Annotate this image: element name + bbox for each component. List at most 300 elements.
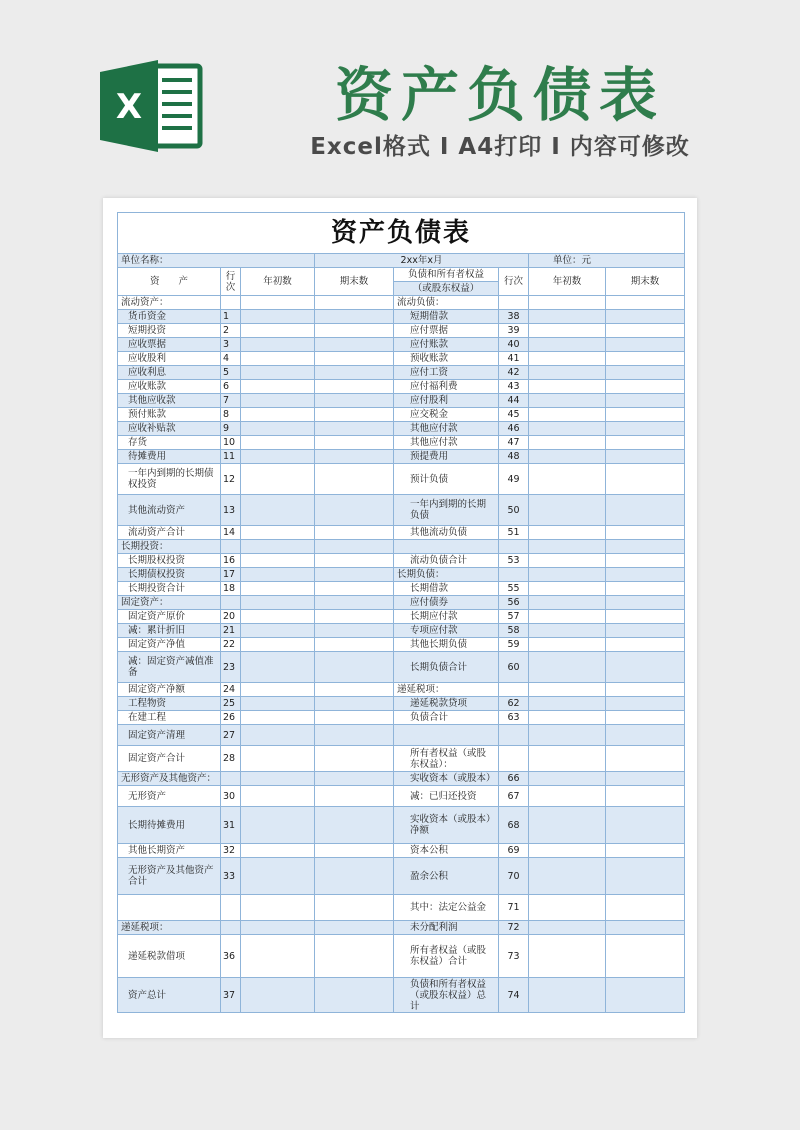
liab-name-cell[interactable]: 所有者权益（或股东权益）：: [394, 746, 499, 772]
asset-begin-cell[interactable]: [241, 380, 315, 394]
col-header-end-2[interactable]: 期末数: [606, 268, 685, 296]
asset-row-no-cell[interactable]: 26: [221, 711, 241, 725]
asset-begin-cell[interactable]: [241, 697, 315, 711]
liab-name-cell[interactable]: 应交税金: [394, 408, 499, 422]
asset-name-cell[interactable]: 固定资产净额: [118, 683, 221, 697]
liab-row-no-cell[interactable]: 67: [499, 786, 529, 807]
report-date[interactable]: 2xx年x月: [315, 254, 529, 268]
liab-begin-cell[interactable]: [529, 380, 606, 394]
liab-name-cell[interactable]: 一年内到期的长期负债: [394, 495, 499, 526]
liab-name-cell[interactable]: 长期负债：: [394, 568, 499, 582]
asset-row-no-cell[interactable]: 36: [221, 935, 241, 978]
liab-row-no-cell[interactable]: 41: [499, 352, 529, 366]
asset-end-cell[interactable]: [315, 624, 394, 638]
liab-row-no-cell[interactable]: 49: [499, 464, 529, 495]
asset-name-cell[interactable]: 应收股利: [118, 352, 221, 366]
asset-end-cell[interactable]: [315, 338, 394, 352]
asset-end-cell[interactable]: [315, 935, 394, 978]
asset-end-cell[interactable]: [315, 422, 394, 436]
liab-row-no-cell[interactable]: 71: [499, 895, 529, 921]
asset-name-cell[interactable]: 长期待摊费用: [118, 807, 221, 844]
asset-name-cell[interactable]: 减：累计折旧: [118, 624, 221, 638]
liab-end-cell[interactable]: [606, 310, 685, 324]
liab-begin-cell[interactable]: [529, 624, 606, 638]
col-header-liab-line2[interactable]: （或股东权益）: [394, 282, 499, 296]
liab-row-no-cell[interactable]: 53: [499, 554, 529, 568]
asset-row-no-cell[interactable]: 18: [221, 582, 241, 596]
liab-begin-cell[interactable]: [529, 844, 606, 858]
asset-name-cell[interactable]: 固定资产清理: [118, 725, 221, 746]
liab-row-no-cell[interactable]: 62: [499, 697, 529, 711]
liab-row-no-cell[interactable]: [499, 725, 529, 746]
asset-begin-cell[interactable]: [241, 554, 315, 568]
liab-begin-cell[interactable]: [529, 338, 606, 352]
asset-row-no-cell[interactable]: [221, 921, 241, 935]
asset-row-no-cell[interactable]: 11: [221, 450, 241, 464]
asset-row-no-cell[interactable]: 10: [221, 436, 241, 450]
asset-name-cell[interactable]: 无形资产及其他资产：: [118, 772, 221, 786]
liab-end-cell[interactable]: [606, 366, 685, 380]
liab-begin-cell[interactable]: [529, 683, 606, 697]
liab-end-cell[interactable]: [606, 725, 685, 746]
asset-end-cell[interactable]: [315, 652, 394, 683]
asset-row-no-cell[interactable]: 6: [221, 380, 241, 394]
liab-row-no-cell[interactable]: 60: [499, 652, 529, 683]
liab-name-cell[interactable]: 其中：法定公益金: [394, 895, 499, 921]
liab-end-cell[interactable]: [606, 422, 685, 436]
asset-end-cell[interactable]: [315, 858, 394, 895]
asset-row-no-cell[interactable]: 8: [221, 408, 241, 422]
asset-begin-cell[interactable]: [241, 394, 315, 408]
asset-begin-cell[interactable]: [241, 895, 315, 921]
liab-end-cell[interactable]: [606, 554, 685, 568]
asset-end-cell[interactable]: [315, 683, 394, 697]
asset-begin-cell[interactable]: [241, 352, 315, 366]
liab-begin-cell[interactable]: [529, 324, 606, 338]
asset-begin-cell[interactable]: [241, 683, 315, 697]
asset-name-cell[interactable]: 应收账款: [118, 380, 221, 394]
liab-end-cell[interactable]: [606, 610, 685, 624]
asset-begin-cell[interactable]: [241, 844, 315, 858]
liab-name-cell[interactable]: [394, 725, 499, 746]
asset-begin-cell[interactable]: [241, 772, 315, 786]
liab-name-cell[interactable]: 其他流动负债: [394, 526, 499, 540]
liab-name-cell[interactable]: 资本公积: [394, 844, 499, 858]
liab-end-cell[interactable]: [606, 683, 685, 697]
liab-begin-cell[interactable]: [529, 310, 606, 324]
col-header-row-no-2[interactable]: 行次: [499, 268, 529, 296]
liab-end-cell[interactable]: [606, 858, 685, 895]
liab-end-cell[interactable]: [606, 324, 685, 338]
liab-name-cell[interactable]: 其他应付款: [394, 436, 499, 450]
col-header-end[interactable]: 期末数: [315, 268, 394, 296]
liab-begin-cell[interactable]: [529, 352, 606, 366]
asset-end-cell[interactable]: [315, 725, 394, 746]
liab-row-no-cell[interactable]: 40: [499, 338, 529, 352]
asset-begin-cell[interactable]: [241, 296, 315, 310]
liab-name-cell[interactable]: 应付福利费: [394, 380, 499, 394]
asset-begin-cell[interactable]: [241, 935, 315, 978]
liab-begin-cell[interactable]: [529, 450, 606, 464]
asset-begin-cell[interactable]: [241, 366, 315, 380]
liab-row-no-cell[interactable]: 68: [499, 807, 529, 844]
liab-begin-cell[interactable]: [529, 464, 606, 495]
asset-row-no-cell[interactable]: 2: [221, 324, 241, 338]
asset-begin-cell[interactable]: [241, 526, 315, 540]
liab-name-cell[interactable]: 其他长期负债: [394, 638, 499, 652]
liab-end-cell[interactable]: [606, 495, 685, 526]
liab-begin-cell[interactable]: [529, 366, 606, 380]
col-header-begin-2[interactable]: 年初数: [529, 268, 606, 296]
liab-row-no-cell[interactable]: [499, 568, 529, 582]
asset-begin-cell[interactable]: [241, 408, 315, 422]
liab-name-cell[interactable]: 负债和所有者权益（或股东权益）总计: [394, 978, 499, 1013]
liab-name-cell[interactable]: 递延税款贷项: [394, 697, 499, 711]
asset-end-cell[interactable]: [315, 495, 394, 526]
liab-row-no-cell[interactable]: 58: [499, 624, 529, 638]
asset-begin-cell[interactable]: [241, 921, 315, 935]
liab-row-no-cell[interactable]: 44: [499, 394, 529, 408]
liab-row-no-cell[interactable]: 42: [499, 366, 529, 380]
unit-label[interactable]: 单位：元: [529, 254, 685, 268]
asset-row-no-cell[interactable]: [221, 540, 241, 554]
asset-row-no-cell[interactable]: 37: [221, 978, 241, 1013]
col-header-row-no[interactable]: 行次: [221, 268, 241, 296]
asset-begin-cell[interactable]: [241, 858, 315, 895]
asset-name-cell[interactable]: 资产总计: [118, 978, 221, 1013]
asset-row-no-cell[interactable]: 7: [221, 394, 241, 408]
liab-row-no-cell[interactable]: 43: [499, 380, 529, 394]
asset-begin-cell[interactable]: [241, 324, 315, 338]
asset-name-cell[interactable]: 货币资金: [118, 310, 221, 324]
asset-begin-cell[interactable]: [241, 725, 315, 746]
asset-row-no-cell[interactable]: 1: [221, 310, 241, 324]
asset-end-cell[interactable]: [315, 807, 394, 844]
liab-name-cell[interactable]: 专项应付款: [394, 624, 499, 638]
asset-begin-cell[interactable]: [241, 786, 315, 807]
liab-begin-cell[interactable]: [529, 895, 606, 921]
asset-row-no-cell[interactable]: 25: [221, 697, 241, 711]
liab-end-cell[interactable]: [606, 638, 685, 652]
asset-end-cell[interactable]: [315, 296, 394, 310]
liab-name-cell[interactable]: 未分配利润: [394, 921, 499, 935]
liab-end-cell[interactable]: [606, 352, 685, 366]
asset-end-cell[interactable]: [315, 697, 394, 711]
liab-end-cell[interactable]: [606, 296, 685, 310]
liab-begin-cell[interactable]: [529, 596, 606, 610]
asset-end-cell[interactable]: [315, 610, 394, 624]
liab-begin-cell[interactable]: [529, 638, 606, 652]
asset-begin-cell[interactable]: [241, 582, 315, 596]
asset-name-cell[interactable]: 长期债权投资: [118, 568, 221, 582]
asset-end-cell[interactable]: [315, 711, 394, 725]
asset-row-no-cell[interactable]: 27: [221, 725, 241, 746]
asset-row-no-cell[interactable]: 32: [221, 844, 241, 858]
liab-name-cell[interactable]: 短期借款: [394, 310, 499, 324]
liab-name-cell[interactable]: 应付债券: [394, 596, 499, 610]
asset-row-no-cell[interactable]: 14: [221, 526, 241, 540]
col-header-asset[interactable]: 资 产: [118, 268, 221, 296]
asset-row-no-cell[interactable]: 5: [221, 366, 241, 380]
asset-row-no-cell[interactable]: 28: [221, 746, 241, 772]
asset-row-no-cell[interactable]: 33: [221, 858, 241, 895]
liab-name-cell[interactable]: 其他应付款: [394, 422, 499, 436]
liab-begin-cell[interactable]: [529, 554, 606, 568]
liab-begin-cell[interactable]: [529, 746, 606, 772]
col-header-liab-line1[interactable]: 负债和所有者权益: [394, 268, 499, 282]
asset-name-cell[interactable]: 预付账款: [118, 408, 221, 422]
asset-name-cell[interactable]: 应收补贴款: [118, 422, 221, 436]
asset-name-cell[interactable]: 递延税项：: [118, 921, 221, 935]
liab-begin-cell[interactable]: [529, 582, 606, 596]
liab-end-cell[interactable]: [606, 526, 685, 540]
asset-name-cell[interactable]: 短期投资: [118, 324, 221, 338]
liab-row-no-cell[interactable]: 72: [499, 921, 529, 935]
liab-end-cell[interactable]: [606, 807, 685, 844]
liab-end-cell[interactable]: [606, 895, 685, 921]
asset-begin-cell[interactable]: [241, 711, 315, 725]
liab-begin-cell[interactable]: [529, 697, 606, 711]
asset-row-no-cell[interactable]: 30: [221, 786, 241, 807]
liab-name-cell[interactable]: [394, 540, 499, 554]
asset-end-cell[interactable]: [315, 436, 394, 450]
asset-end-cell[interactable]: [315, 978, 394, 1013]
asset-end-cell[interactable]: [315, 568, 394, 582]
asset-end-cell[interactable]: [315, 366, 394, 380]
liab-begin-cell[interactable]: [529, 526, 606, 540]
liab-row-no-cell[interactable]: 47: [499, 436, 529, 450]
liab-end-cell[interactable]: [606, 786, 685, 807]
asset-begin-cell[interactable]: [241, 568, 315, 582]
asset-row-no-cell[interactable]: 12: [221, 464, 241, 495]
liab-begin-cell[interactable]: [529, 652, 606, 683]
asset-name-cell[interactable]: 待摊费用: [118, 450, 221, 464]
liab-begin-cell[interactable]: [529, 807, 606, 844]
asset-end-cell[interactable]: [315, 786, 394, 807]
asset-name-cell[interactable]: 固定资产合计: [118, 746, 221, 772]
asset-end-cell[interactable]: [315, 352, 394, 366]
asset-name-cell[interactable]: 无形资产: [118, 786, 221, 807]
liab-end-cell[interactable]: [606, 582, 685, 596]
asset-begin-cell[interactable]: [241, 978, 315, 1013]
liab-name-cell[interactable]: 所有者权益（或股东权益）合计: [394, 935, 499, 978]
liab-row-no-cell[interactable]: 38: [499, 310, 529, 324]
liab-end-cell[interactable]: [606, 746, 685, 772]
liab-begin-cell[interactable]: [529, 408, 606, 422]
liab-row-no-cell[interactable]: 56: [499, 596, 529, 610]
liab-name-cell[interactable]: 递延税项：: [394, 683, 499, 697]
asset-end-cell[interactable]: [315, 450, 394, 464]
asset-begin-cell[interactable]: [241, 464, 315, 495]
liab-row-no-cell[interactable]: [499, 296, 529, 310]
asset-end-cell[interactable]: [315, 844, 394, 858]
liab-end-cell[interactable]: [606, 652, 685, 683]
liab-name-cell[interactable]: 预计负债: [394, 464, 499, 495]
liab-row-no-cell[interactable]: 69: [499, 844, 529, 858]
asset-row-no-cell[interactable]: 4: [221, 352, 241, 366]
asset-row-no-cell[interactable]: 31: [221, 807, 241, 844]
asset-end-cell[interactable]: [315, 540, 394, 554]
liab-begin-cell[interactable]: [529, 436, 606, 450]
liab-row-no-cell[interactable]: [499, 746, 529, 772]
asset-name-cell[interactable]: 固定资产净值: [118, 638, 221, 652]
liab-name-cell[interactable]: 应付工资: [394, 366, 499, 380]
asset-row-no-cell[interactable]: [221, 296, 241, 310]
asset-row-no-cell[interactable]: [221, 772, 241, 786]
asset-end-cell[interactable]: [315, 310, 394, 324]
liab-row-no-cell[interactable]: 50: [499, 495, 529, 526]
asset-begin-cell[interactable]: [241, 638, 315, 652]
liab-end-cell[interactable]: [606, 394, 685, 408]
asset-begin-cell[interactable]: [241, 338, 315, 352]
col-header-begin[interactable]: 年初数: [241, 268, 315, 296]
asset-name-cell[interactable]: 一年内到期的长期债权投资: [118, 464, 221, 495]
liab-row-no-cell[interactable]: 46: [499, 422, 529, 436]
liab-row-no-cell[interactable]: [499, 540, 529, 554]
liab-name-cell[interactable]: 流动负债：: [394, 296, 499, 310]
liab-row-no-cell[interactable]: [499, 683, 529, 697]
asset-row-no-cell[interactable]: 17: [221, 568, 241, 582]
liab-begin-cell[interactable]: [529, 568, 606, 582]
liab-row-no-cell[interactable]: 66: [499, 772, 529, 786]
liab-end-cell[interactable]: [606, 711, 685, 725]
unit-name-label[interactable]: 单位名称：: [118, 254, 315, 268]
liab-begin-cell[interactable]: [529, 540, 606, 554]
liab-name-cell[interactable]: 长期借款: [394, 582, 499, 596]
asset-row-no-cell[interactable]: 3: [221, 338, 241, 352]
liab-name-cell[interactable]: 流动负债合计: [394, 554, 499, 568]
asset-begin-cell[interactable]: [241, 807, 315, 844]
liab-name-cell[interactable]: 长期负债合计: [394, 652, 499, 683]
asset-end-cell[interactable]: [315, 554, 394, 568]
liab-end-cell[interactable]: [606, 338, 685, 352]
asset-begin-cell[interactable]: [241, 450, 315, 464]
liab-end-cell[interactable]: [606, 935, 685, 978]
liab-row-no-cell[interactable]: 73: [499, 935, 529, 978]
liab-end-cell[interactable]: [606, 921, 685, 935]
asset-begin-cell[interactable]: [241, 422, 315, 436]
asset-end-cell[interactable]: [315, 408, 394, 422]
asset-row-no-cell[interactable]: 13: [221, 495, 241, 526]
liab-row-no-cell[interactable]: 59: [499, 638, 529, 652]
asset-end-cell[interactable]: [315, 582, 394, 596]
liab-row-no-cell[interactable]: 70: [499, 858, 529, 895]
liab-begin-cell[interactable]: [529, 394, 606, 408]
liab-end-cell[interactable]: [606, 772, 685, 786]
liab-begin-cell[interactable]: [529, 725, 606, 746]
liab-begin-cell[interactable]: [529, 935, 606, 978]
liab-row-no-cell[interactable]: 63: [499, 711, 529, 725]
asset-end-cell[interactable]: [315, 394, 394, 408]
asset-name-cell[interactable]: 其他应收款: [118, 394, 221, 408]
asset-begin-cell[interactable]: [241, 540, 315, 554]
liab-end-cell[interactable]: [606, 978, 685, 1013]
asset-row-no-cell[interactable]: 16: [221, 554, 241, 568]
liab-begin-cell[interactable]: [529, 858, 606, 895]
liab-end-cell[interactable]: [606, 408, 685, 422]
asset-name-cell[interactable]: 其他长期资产: [118, 844, 221, 858]
liab-row-no-cell[interactable]: 51: [499, 526, 529, 540]
liab-end-cell[interactable]: [606, 380, 685, 394]
asset-begin-cell[interactable]: [241, 610, 315, 624]
liab-begin-cell[interactable]: [529, 772, 606, 786]
asset-name-cell[interactable]: 其他流动资产: [118, 495, 221, 526]
asset-end-cell[interactable]: [315, 638, 394, 652]
asset-name-cell[interactable]: 递延税款借项: [118, 935, 221, 978]
liab-begin-cell[interactable]: [529, 711, 606, 725]
sheet-title[interactable]: 资产负债表: [118, 213, 685, 254]
asset-end-cell[interactable]: [315, 921, 394, 935]
asset-end-cell[interactable]: [315, 746, 394, 772]
asset-name-cell[interactable]: 固定资产原价: [118, 610, 221, 624]
liab-name-cell[interactable]: 长期应付款: [394, 610, 499, 624]
liab-row-no-cell[interactable]: 55: [499, 582, 529, 596]
asset-name-cell[interactable]: 减：固定资产减值准备: [118, 652, 221, 683]
liab-begin-cell[interactable]: [529, 921, 606, 935]
asset-end-cell[interactable]: [315, 895, 394, 921]
liab-name-cell[interactable]: 应付票据: [394, 324, 499, 338]
liab-end-cell[interactable]: [606, 844, 685, 858]
liab-end-cell[interactable]: [606, 436, 685, 450]
asset-row-no-cell[interactable]: 20: [221, 610, 241, 624]
liab-begin-cell[interactable]: [529, 610, 606, 624]
asset-name-cell[interactable]: 在建工程: [118, 711, 221, 725]
asset-end-cell[interactable]: [315, 380, 394, 394]
asset-begin-cell[interactable]: [241, 436, 315, 450]
asset-row-no-cell[interactable]: [221, 596, 241, 610]
liab-row-no-cell[interactable]: 57: [499, 610, 529, 624]
asset-begin-cell[interactable]: [241, 652, 315, 683]
liab-row-no-cell[interactable]: 45: [499, 408, 529, 422]
liab-begin-cell[interactable]: [529, 786, 606, 807]
asset-begin-cell[interactable]: [241, 596, 315, 610]
asset-begin-cell[interactable]: [241, 746, 315, 772]
liab-end-cell[interactable]: [606, 464, 685, 495]
liab-end-cell[interactable]: [606, 624, 685, 638]
asset-name-cell[interactable]: 长期投资合计: [118, 582, 221, 596]
asset-end-cell[interactable]: [315, 596, 394, 610]
asset-end-cell[interactable]: [315, 464, 394, 495]
liab-row-no-cell[interactable]: 74: [499, 978, 529, 1013]
asset-row-no-cell[interactable]: 23: [221, 652, 241, 683]
asset-name-cell[interactable]: 固定资产：: [118, 596, 221, 610]
liab-end-cell[interactable]: [606, 596, 685, 610]
asset-name-cell[interactable]: 无形资产及其他资产合计: [118, 858, 221, 895]
asset-name-cell[interactable]: 流动资产：: [118, 296, 221, 310]
liab-end-cell[interactable]: [606, 697, 685, 711]
asset-name-cell[interactable]: [118, 895, 221, 921]
asset-name-cell[interactable]: 工程物资: [118, 697, 221, 711]
liab-name-cell[interactable]: 盈余公积: [394, 858, 499, 895]
asset-begin-cell[interactable]: [241, 624, 315, 638]
asset-row-no-cell[interactable]: 21: [221, 624, 241, 638]
asset-name-cell[interactable]: 应收利息: [118, 366, 221, 380]
asset-end-cell[interactable]: [315, 526, 394, 540]
liab-name-cell[interactable]: 预提费用: [394, 450, 499, 464]
liab-row-no-cell[interactable]: 39: [499, 324, 529, 338]
liab-name-cell[interactable]: 负债合计: [394, 711, 499, 725]
liab-name-cell[interactable]: 应付股利: [394, 394, 499, 408]
asset-row-no-cell[interactable]: 22: [221, 638, 241, 652]
liab-name-cell[interactable]: 实收资本（或股本）净额: [394, 807, 499, 844]
liab-name-cell[interactable]: 实收资本（或股本）: [394, 772, 499, 786]
asset-begin-cell[interactable]: [241, 495, 315, 526]
asset-begin-cell[interactable]: [241, 310, 315, 324]
liab-name-cell[interactable]: 应付账款: [394, 338, 499, 352]
asset-row-no-cell[interactable]: [221, 895, 241, 921]
liab-begin-cell[interactable]: [529, 495, 606, 526]
liab-end-cell[interactable]: [606, 540, 685, 554]
